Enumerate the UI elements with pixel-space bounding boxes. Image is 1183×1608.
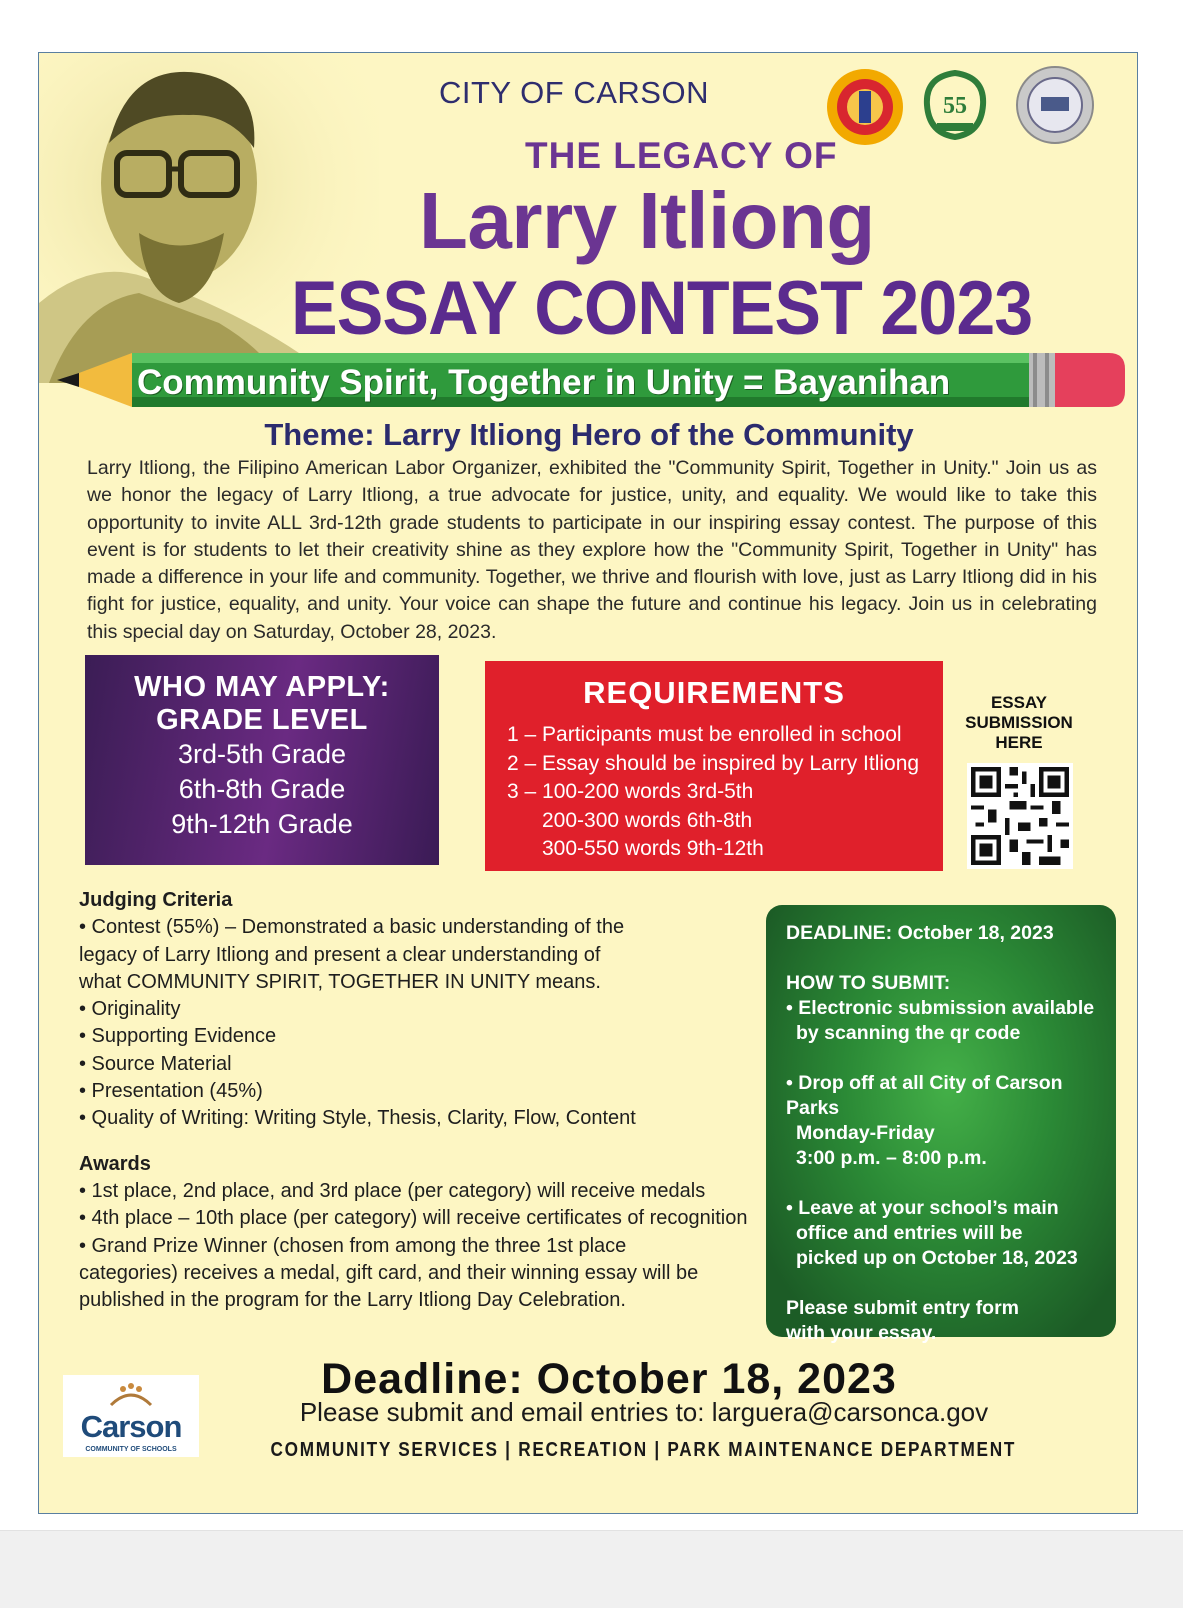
logo-subtext: COMMUNITY OF SCHOOLS (85, 1446, 177, 1453)
intro-paragraph: Larry Itliong, the Filipino American Labor Organizer, exhibited the "Community Spirit, Together in Unity." Join us as we honor the legacy of Larry Itliong, a true advocate for justice, unity, and equality. We would like to take this opportunity to invite ALL 3rd-12th grade students to participate in our inspiring essay contest. The purpose of this event is for students to let their creativity shine as they explore how the "Community Spirit, Together in Unity" has made a difference in your life and community. Together, we thrive and flourish with love, just as Larry Itliong did in his fight for justice, equality, and unity. Your voice can shape the future and continue his legacy. Join us in celebrating this special day on Saturday, October 28, 2023. (87, 457, 1097, 643)
closing-line: Please submit entry form (786, 1297, 1019, 1319)
submit-bullet-line: Monday-Friday (796, 1122, 935, 1144)
qr-label-line: ESSAY (990, 693, 1048, 712)
closing-line: with your essay. (786, 1322, 937, 1344)
logo-text: Carson (80, 1409, 182, 1444)
submit-bullet-line: picked up on October 18, 2023 (796, 1247, 1078, 1269)
who-title: WHO MAY APPLY: (134, 671, 390, 703)
submit-bullet-line: by scanning the qr code (796, 1022, 1021, 1044)
flyer (38, 52, 1138, 1514)
submit-bullet-line: 3:00 p.m. – 8:00 p.m. (796, 1147, 987, 1169)
how-to-submit-title: HOW TO SUBMIT: (786, 972, 951, 994)
requirements-title: REQUIREMENTS (583, 675, 845, 710)
viewer-bottom-bar (0, 1530, 1183, 1608)
footer-email-line: Please submit and email entries to: larguera@carsonca.gov (299, 1397, 989, 1427)
submit-bullet-line: • Leave at your school’s main (786, 1197, 1059, 1219)
judging-item: • Presentation (45%) (79, 1080, 263, 1103)
contest-heading: ESSAY CONTEST 2023 (291, 266, 1033, 351)
banner-slogan: Community Spirit, Together in Unity = Bayanihan (137, 363, 951, 402)
judging-item: • Supporting Evidence (79, 1025, 277, 1048)
requirements-box (485, 661, 943, 871)
submit-bullet-line: • Electronic submission available (786, 997, 1095, 1019)
judging-item: • Quality of Writing: Writing Style, Thesis, Clarity, Flow, Content (79, 1107, 636, 1130)
who-may-apply-box (85, 655, 439, 865)
legacy-heading: THE LEGACY OF (525, 135, 838, 176)
how-to-submit-box (766, 905, 1116, 1344)
grade-item: 9th-12th Grade (171, 809, 353, 839)
footer-department: COMMUNITY SERVICES | RECREATION | PARK MAINTENANCE DEPARTMENT (270, 1439, 1017, 1461)
judging-item: • Source Material (79, 1052, 232, 1075)
city-of-carson-55th-anniversary-seal (915, 65, 995, 145)
qr-label-line: HERE (995, 733, 1043, 752)
requirement-line: 200-300 words 6th-8th (542, 808, 753, 832)
city-heading: CITY OF CARSON (439, 75, 709, 110)
qr-code-image[interactable] (967, 763, 1073, 869)
footer-deadline: Deadline: October 18, 2023 (321, 1355, 897, 1403)
submit-bullet-line: • Drop off at all City of Carson Parks (786, 1072, 1063, 1119)
name-heading: Larry Itliong (419, 176, 875, 265)
judging-item: • Originality (79, 998, 181, 1021)
svg-text:55: 55 (943, 93, 967, 119)
awards-item: • 1st place, 2nd place, and 3rd place (per category) will receive medals (79, 1179, 706, 1202)
requirement-line: 300-550 words 9th-12th (542, 837, 764, 860)
judging-title: Judging Criteria (79, 889, 233, 911)
judging-and-awards-section (79, 887, 759, 1314)
judging-item: • Contest (55%) – Demonstrated a basic understanding of the legacy of Larry Itliong and present a clear understanding of what COMMUNITY SPIRIT, TOGETHER IN UNITY means. (79, 916, 625, 993)
theme-heading: Theme: Larry Itliong Hero of the Community (264, 417, 914, 452)
requirement-line: 2 – Essay should be inspired by Larry Itliong (507, 751, 920, 775)
city-of-carson-official-seal (1015, 65, 1095, 145)
qr-label (963, 693, 1075, 753)
requirement-line: 1 – Participants must be enrolled in school (507, 723, 902, 746)
grade-level-title: GRADE LEVEL (156, 704, 368, 736)
grade-item: 3rd-5th Grade (177, 739, 347, 769)
awards-item: • 4th place – 10th place (per category) will receive certificates of recognition (79, 1207, 748, 1230)
deadline-line: DEADLINE: October 18, 2023 (786, 922, 1054, 944)
requirement-line: 3 – 100-200 words 3rd-5th (507, 780, 754, 803)
submit-bullet-line: office and entries will be (796, 1222, 1023, 1244)
awards-item: • Grand Prize Winner (chosen from among the three 1st place categories) receives a medal, gift card, and their winning essay will be published in the program for the Larry Itliong Day Celebration. (79, 1234, 699, 1312)
awards-title: Awards (79, 1152, 151, 1175)
qr-label-line: SUBMISSION (965, 713, 1073, 732)
grade-item: 6th-8th Grade (178, 774, 346, 804)
